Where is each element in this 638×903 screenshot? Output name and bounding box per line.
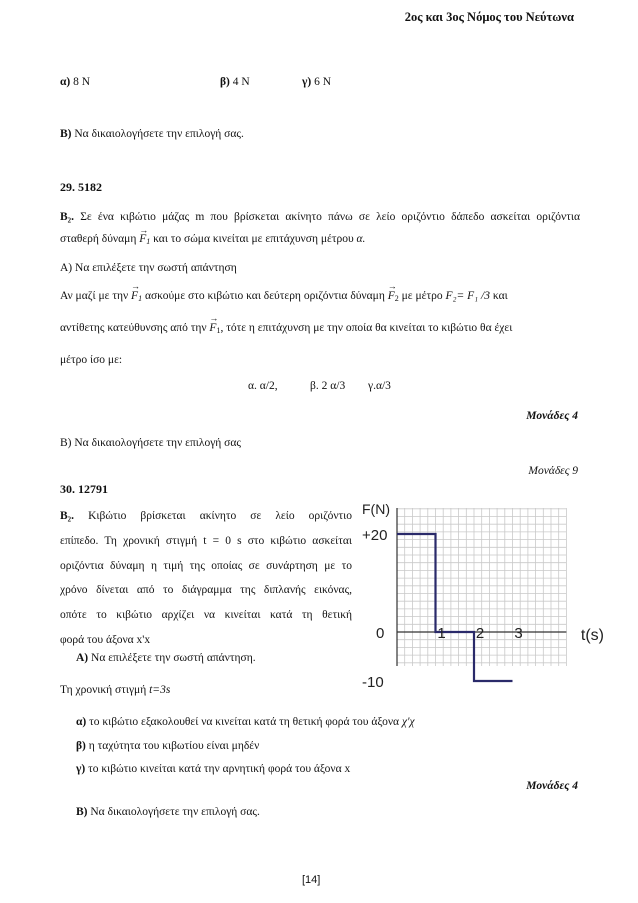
q30-line-4: χρόνο δίνεται από το διάγραμμα της διπλανής εικόνας, — [60, 584, 352, 597]
q29-choose: Α) Να επιλέξετε την σωστή απάντηση — [60, 262, 237, 274]
y-tick-label: +20 — [362, 527, 388, 544]
justify-top: Β) Να δικαιολογήσετε την επιλογή σας. — [60, 128, 244, 140]
q29-option-c: γ.α/3 — [368, 380, 391, 392]
q30-line-5: οπότε το κιβώτιο αρχίζει να κινείται κατά τη θετική — [60, 609, 352, 622]
q30-marks: Μονάδες 4 — [526, 780, 578, 792]
y-tick-label: -10 — [362, 674, 384, 691]
page-header-title: 2ος και 3ος Νόμος του Νεύτωνα — [404, 10, 574, 24]
q30-paragraph — [60, 504, 352, 653]
choice-b: β) 4 N — [220, 76, 250, 88]
x-tick-label: 1 — [437, 625, 446, 642]
x-tick-label: 2 — [475, 625, 485, 642]
q29-line-b: αντίθετης κατεύθυνσης από $\tau\eta\nu \to F_1$, τότε η επιτάχυνση με την οποία θα κινείται το κιβώτιο θα έχει — [60, 322, 512, 335]
question-29-number: 29. 5182 — [60, 180, 102, 194]
q30-line-6: φορά του άξονα x'x — [60, 633, 151, 646]
q30-choose: Α) Να επιλέξετε την σωστή απάντηση. — [76, 652, 256, 664]
force-time-chart — [356, 498, 618, 691]
q30-justify: Β) Να δικαιολογήσετε την επιλογή σας. — [76, 806, 260, 818]
x-axis-label: t(s) — [580, 627, 604, 644]
q29-line-c: μέτρο ίσο με: — [60, 354, 123, 366]
x-tick-label: 3 — [514, 625, 523, 642]
choice-a: α) 8 N — [60, 76, 91, 88]
q30-line-1: Β₂. Κιβώτιο βρίσκεται ακίνητο σε λείο οριζόντιο — [60, 510, 353, 522]
q30-option-b: β) η ταχύτητα του κιβωτίου είναι μηδέν — [76, 740, 260, 752]
page-number: [14] — [302, 874, 321, 886]
x-tick-label: 0 — [376, 625, 385, 642]
q29-option-a: α. α/2, — [248, 380, 278, 392]
q30-line-2: επίπεδο. Τη χρονική στιγμή t = 0 s στο κιβώτιο ασκείται — [60, 534, 352, 547]
q29-option-b: β. 2 α/3 — [310, 380, 346, 392]
choice-c: γ) 6 N — [302, 76, 332, 88]
chart-series — [397, 534, 513, 681]
q29-intro-line-1: Β₂. Σε ένα κιβώτιο μάζας m που βρίσκεται ακίνητο πάνω σε λείο οριζόντιο δάπεδο ασκείται οριζόντια — [60, 211, 580, 223]
series-line — [397, 534, 513, 681]
q30-time-line: Τη χρονική στιγμή t=3s — [60, 684, 171, 696]
q30-option-c: γ) το κιβώτιο κινείται κατά την αρνητική φορά του άξονα x — [76, 763, 351, 775]
q29-justify: Β) Να δικαιολογήσετε την επιλογή σας — [60, 437, 241, 449]
q29-intro-line-2: σταθερή $\delta ύ\nu\alpha\mu\eta \to F_1$ και το σώμα κινείται με επιτάχυνση μέτρου α. — [60, 228, 365, 253]
q29-marks-b: Μονάδες 9 — [528, 465, 578, 477]
q30-line-3: οριζόντια δύναμη η τιμή της οποίας σε συνάρτηση με το — [60, 559, 352, 572]
y-axis-label: F(N) — [362, 501, 390, 517]
question-30-number: 30. 12791 — [60, 482, 108, 496]
chart-grid — [397, 508, 566, 666]
q29-line-a: Αν μαζί με $\tau\eta\nu \to F_1$ ασκούμε στο κιβώτιο και δεύτερη οριζόντια $\delta ύ\nu\alpha\mu\eta \to F_2$ με μέτρο F₂= F₁ /3 και — [60, 290, 508, 303]
q30-option-a: α) το κιβώτιο εξακολουθεί να κινείται κατά τη θετική φορά του άξονα χ'χ — [76, 716, 415, 728]
q29-marks-a: Μονάδες 4 — [526, 410, 578, 422]
